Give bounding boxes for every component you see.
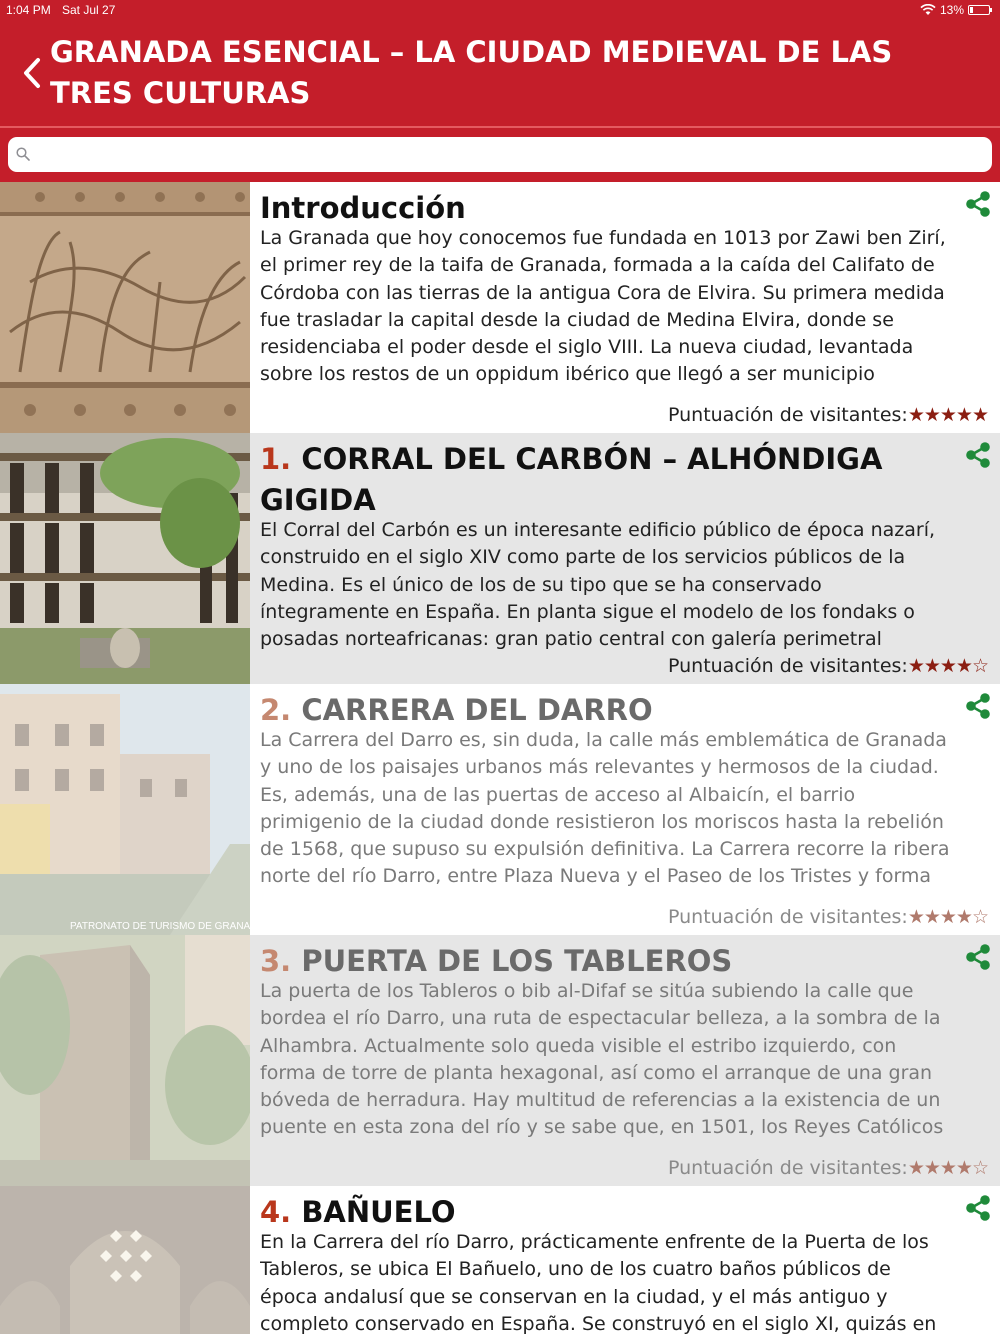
item-title-text: PUERTA DE LOS TABLEROS [301,944,733,978]
item-title-text: Introducción [260,191,466,225]
header [0,0,1000,182]
search-bar [0,128,1000,182]
list-item-carrera-del-darro[interactable] [0,684,1000,935]
list-item-corral-del-carbon[interactable] [0,433,1000,684]
thumbnail-fade [0,935,250,1186]
item-description: La puerta de los Tableros o bib al-Difaf se sitúa subiendo la calle que bordea el río Darro, una ruta de espectacular belleza, a la sombra de la Alhambra. Actualmente solo queda visible el estribo izquierdo, con forma de torre de planta hexagonal, así como el arranque de una gran bóveda de herradura. Hay multitud de referencias a la existencia de un puente en esta zona del río y se sabe que, en 1501, los Reyes Católicos [260,980,944,1139]
item-title [260,188,920,229]
rating-label: Puntuación de visitantes: [667,404,908,426]
page-title: GRANADA ESENCIAL – LA CIUDAD MEDIEVAL DE LAS TRES CULTURAS [50,35,893,110]
thumbnail-image [0,433,250,684]
search-field[interactable] [8,137,992,172]
rating-label: Puntuación de visitantes: [667,906,908,928]
status-time: 1:04 PM [6,3,51,17]
thumbnail-image [0,1186,250,1334]
item-description: El Corral del Carbón es un interesante edificio público de época nazarí, construido en el siglo XIV como parte de los servicios públicos de la Medina. Es el único de los de su tipo que se ha conservado íntegramente en España. En planta sigue el modelo de los fondaks o posadas norteafricanas: gran patio central con galería perimetral [260,519,936,651]
item-title [260,1192,920,1233]
thumbnail-fade [0,1186,250,1334]
status-bar [0,0,1000,20]
visitor-rating [668,404,988,426]
thumbnail-image [0,182,250,433]
rating-label: Puntuación de visitantes: [667,1157,908,1179]
wifi-icon [920,4,936,16]
rating-label: Puntuación de visitantes: [667,655,908,677]
rating-stars: ★★★★☆ [907,906,988,928]
rating-stars: ★★★★☆ [907,1157,988,1179]
item-number: 1. [260,442,292,476]
item-title-text: CORRAL DEL CARBÓN – ALHÓNDIGA GIGIDA [260,442,883,517]
item-title [260,690,920,731]
item-description: La Granada que hoy conocemos fue fundada en 1013 por Zawi ben Zirí, el primer rey de la taifa de Granada, formada a la caída del Califato de Córdoba con las tierras de la antigua Cora de Elvira. Su primera medida fue trasladar la capital desde la ciudad de Medina Elvira, donde se residenciaba el poder desde el siglo VIII. La nueva ciudad, levantada sobre los restos de un oppidum ibérico que llegó a ser municipio [260,227,946,386]
thumbnail-image [0,684,250,935]
share-icon[interactable] [964,441,992,469]
item-number: 4. [260,1195,292,1229]
nav-bar [0,20,1000,126]
attraction-list [0,182,1000,1334]
item-title [260,439,920,521]
share-icon[interactable] [964,692,992,720]
list-item-puerta-de-los-tableros[interactable] [0,935,1000,1186]
rating-stars: ★★★★★ [907,404,988,426]
visitor-rating [668,906,988,928]
battery-icon [968,5,990,15]
item-number: 3. [260,944,292,978]
share-icon[interactable] [964,943,992,971]
item-title-text: BAÑUELO [301,1195,456,1229]
chevron-left-icon[interactable] [18,56,46,90]
search-icon [16,147,30,161]
thumbnail-fade [0,684,250,935]
list-item-introduccion[interactable] [0,182,1000,433]
status-date: Sat Jul 27 [62,3,116,17]
share-icon[interactable] [964,190,992,218]
item-title-text: CARRERA DEL DARRO [301,693,653,727]
item-description: En la Carrera del río Darro, prácticamente enfrente de la Puerta de los Tableros, se ubica El Bañuelo, uno de los cuatro baños públicos de época andalusí que se conservan en la ciudad, y el más antiguo y completo conservado en España. Se construyó en el siglo XI, quizás en [260,1231,937,1334]
thumbnail-image [0,935,250,1186]
item-description: La Carrera del Darro es, sin duda, la calle más emblemática de Granada y uno de los paisajes urbanos más relevantes y hermosos de la ciudad. Es, además, una de las puertas de acceso al Albaicín, el barrio primigenio de la ciudad donde resistieron los moriscos hasta la rebelión de 1568, que supuso su expulsión definitiva. La Carrera recorre la ribera norte del río Darro, entre Plaza Nueva y el Paseo de los Tristes y forma [260,729,950,888]
battery-percent: 13% [939,3,964,17]
share-icon[interactable] [964,1194,992,1222]
list-item-banuelo[interactable] [0,1186,1000,1334]
rating-stars: ★★★★☆ [907,655,988,677]
visitor-rating [668,1157,988,1179]
visitor-rating [668,655,988,677]
status-right [920,3,990,17]
item-title [260,941,920,982]
item-number: 2. [260,693,292,727]
search-input[interactable] [38,141,982,170]
